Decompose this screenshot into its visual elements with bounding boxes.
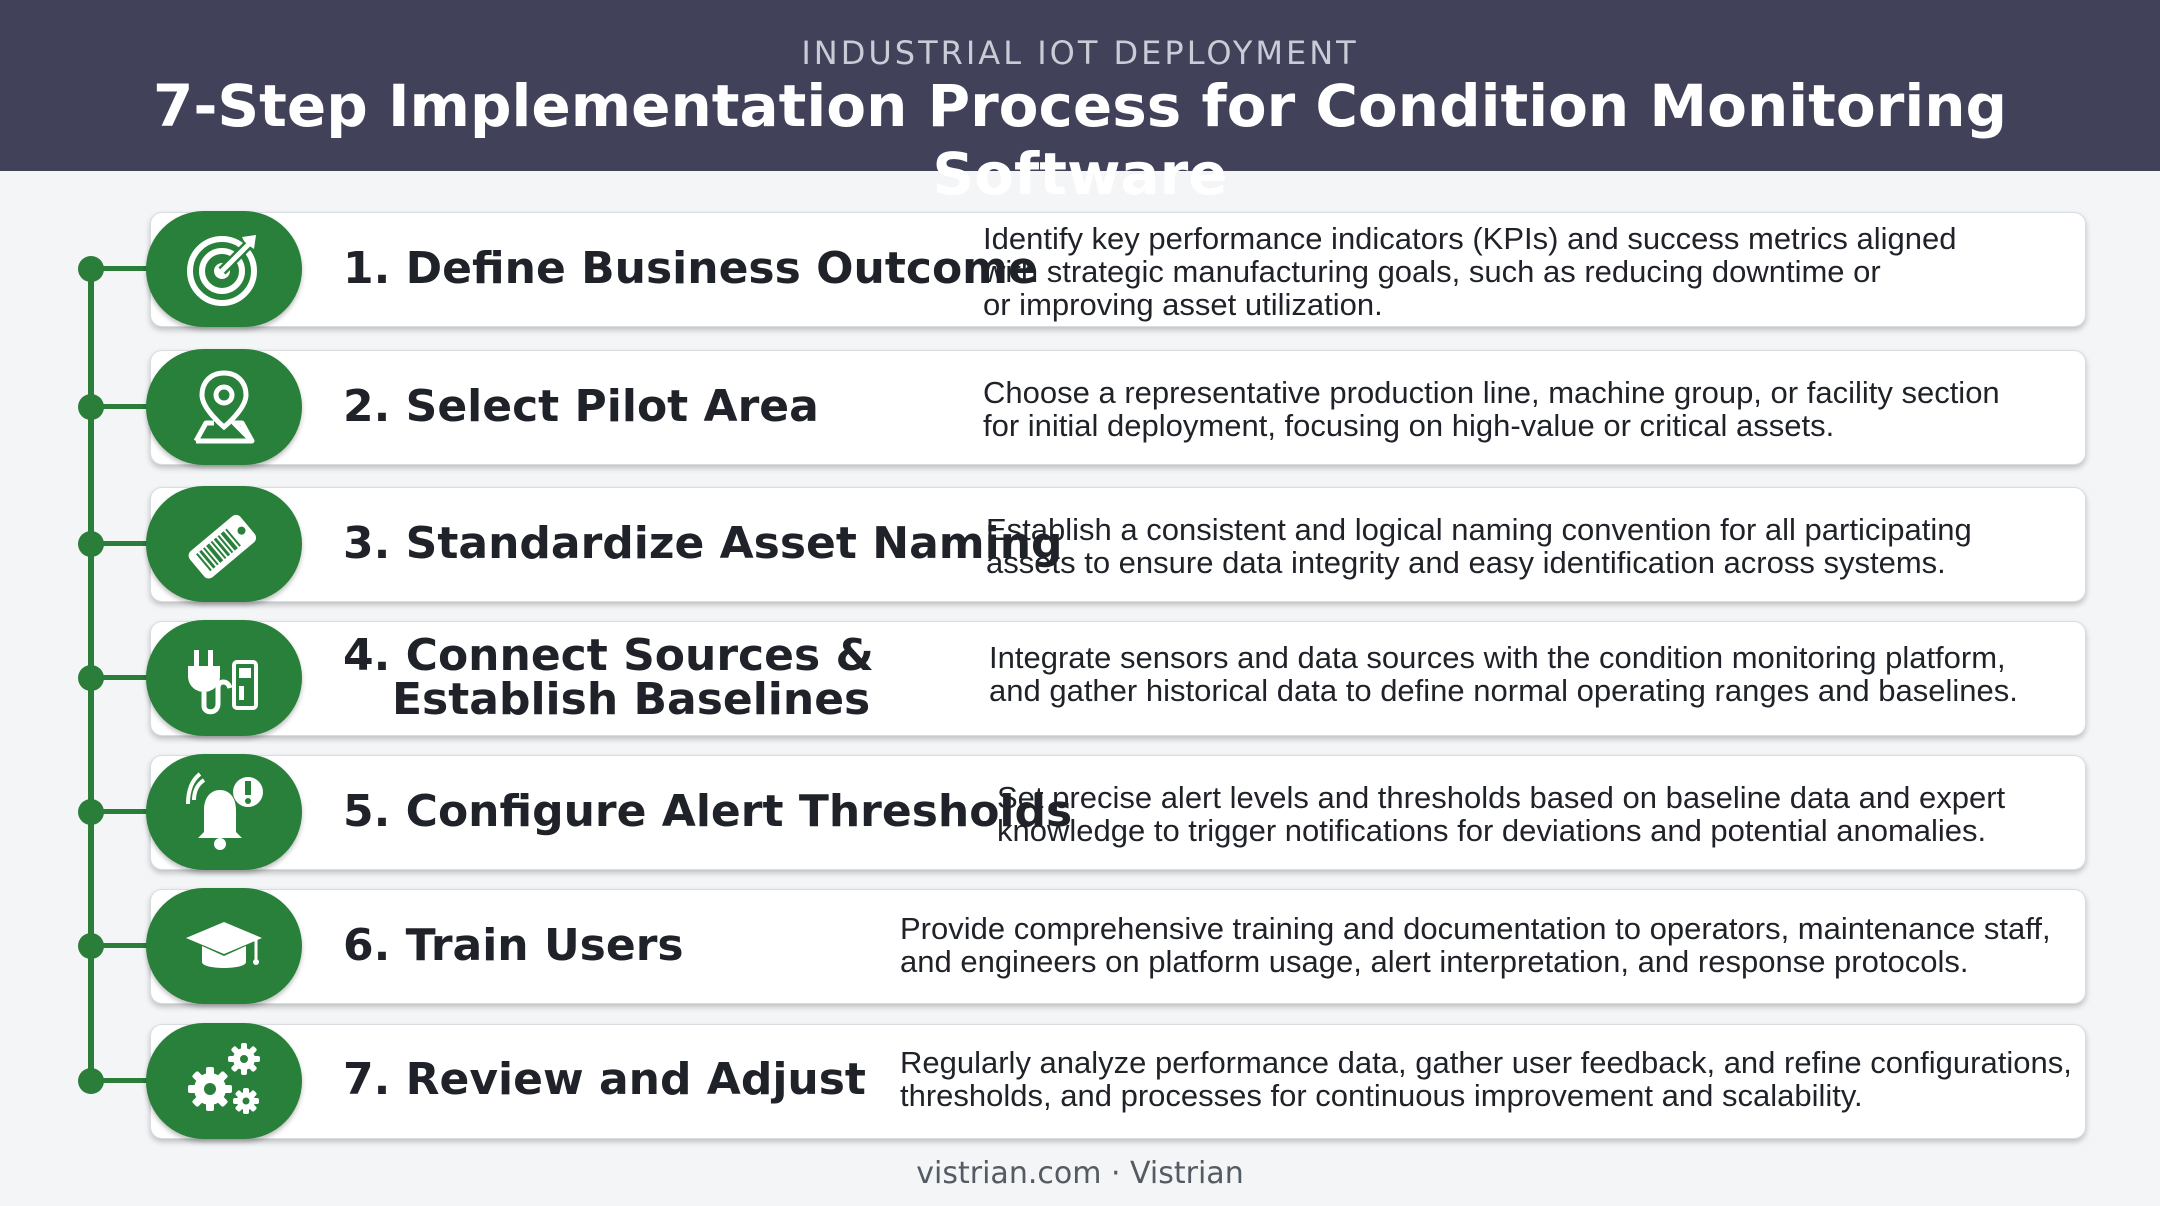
step-badge-4 [146,620,302,736]
step-badge-2 [146,349,302,465]
barcode-tag-icon [182,502,266,586]
timeline-connector [94,809,154,814]
step-badge-7 [146,1023,302,1139]
step-title-7: 7. Review and Adjust [343,1054,866,1105]
gears-icon [182,1039,266,1123]
step-desc-5: Set precise alert levels and thresholds based on baseline data and expert knowledge to trigger notifications for deviations and potential anomalies. [997,780,2006,848]
page-title: 7-Step Implementation Process for Condition Monitoring Software [152,72,2008,208]
timeline-connector [94,541,154,546]
step-title-4-line2: Establish Baselines [392,674,871,725]
timeline-connector [94,675,154,680]
step-title-5: 5. Configure Alert Thresholds [343,786,1073,837]
graduation-cap-icon [182,904,266,988]
step-desc-1: Identify key performance indicators (KPIs) and success metrics aligned with strategic manufacturing goals, such as reducing downtime or or improving asset utilization. [983,221,1957,322]
header [0,0,2160,208]
step-title-2: 2. Select Pilot Area [343,381,819,432]
step-title-4-line1: 4. Connect Sources & [343,630,874,681]
step-title-6: 6. Train Users [343,920,684,971]
timeline-connector [94,404,154,409]
timeline-connector [94,943,154,948]
step-desc-7: Regularly analyze performance data, gather user feedback, and refine configurations, thresholds, and processes for continuous improvement and scalability. [900,1045,2072,1113]
step-desc-3: Establish a consistent and logical naming convention for all participating assets to ensure data integrity and easy identification across systems. [986,512,1972,580]
step-title-3: 3. Standardize Asset Naming [343,518,1063,569]
step-title-4 [343,630,874,725]
map-pin-icon [182,365,266,449]
step-badge-5 [146,754,302,870]
step-badge-1 [146,211,302,327]
target-icon [182,227,266,311]
step-desc-2: Choose a representative production line, machine group, or facility section for initial deployment, focusing on high-value or critical assets. [983,375,2000,443]
step-badge-6 [146,888,302,1004]
alert-bell-icon [182,770,266,854]
timeline-connector [94,266,154,271]
step-desc-4: Integrate sensors and data sources with the condition monitoring platform, and gather historical data to define normal operating ranges and baselines. [989,640,2018,708]
step-badge-3 [146,486,302,602]
timeline-connector [94,1078,154,1083]
eyebrow-label: INDUSTRIAL IOT DEPLOYMENT [801,34,1359,72]
plug-sensor-icon [182,636,266,720]
step-title-1: 1. Define Business Outcome [343,243,1038,294]
step-desc-6: Provide comprehensive training and documentation to operators, maintenance staff, and engineers on platform usage, alert interpretation, and response protocols. [900,911,2051,979]
footer-credit: vistrian.com · Vistrian [916,1156,1244,1191]
